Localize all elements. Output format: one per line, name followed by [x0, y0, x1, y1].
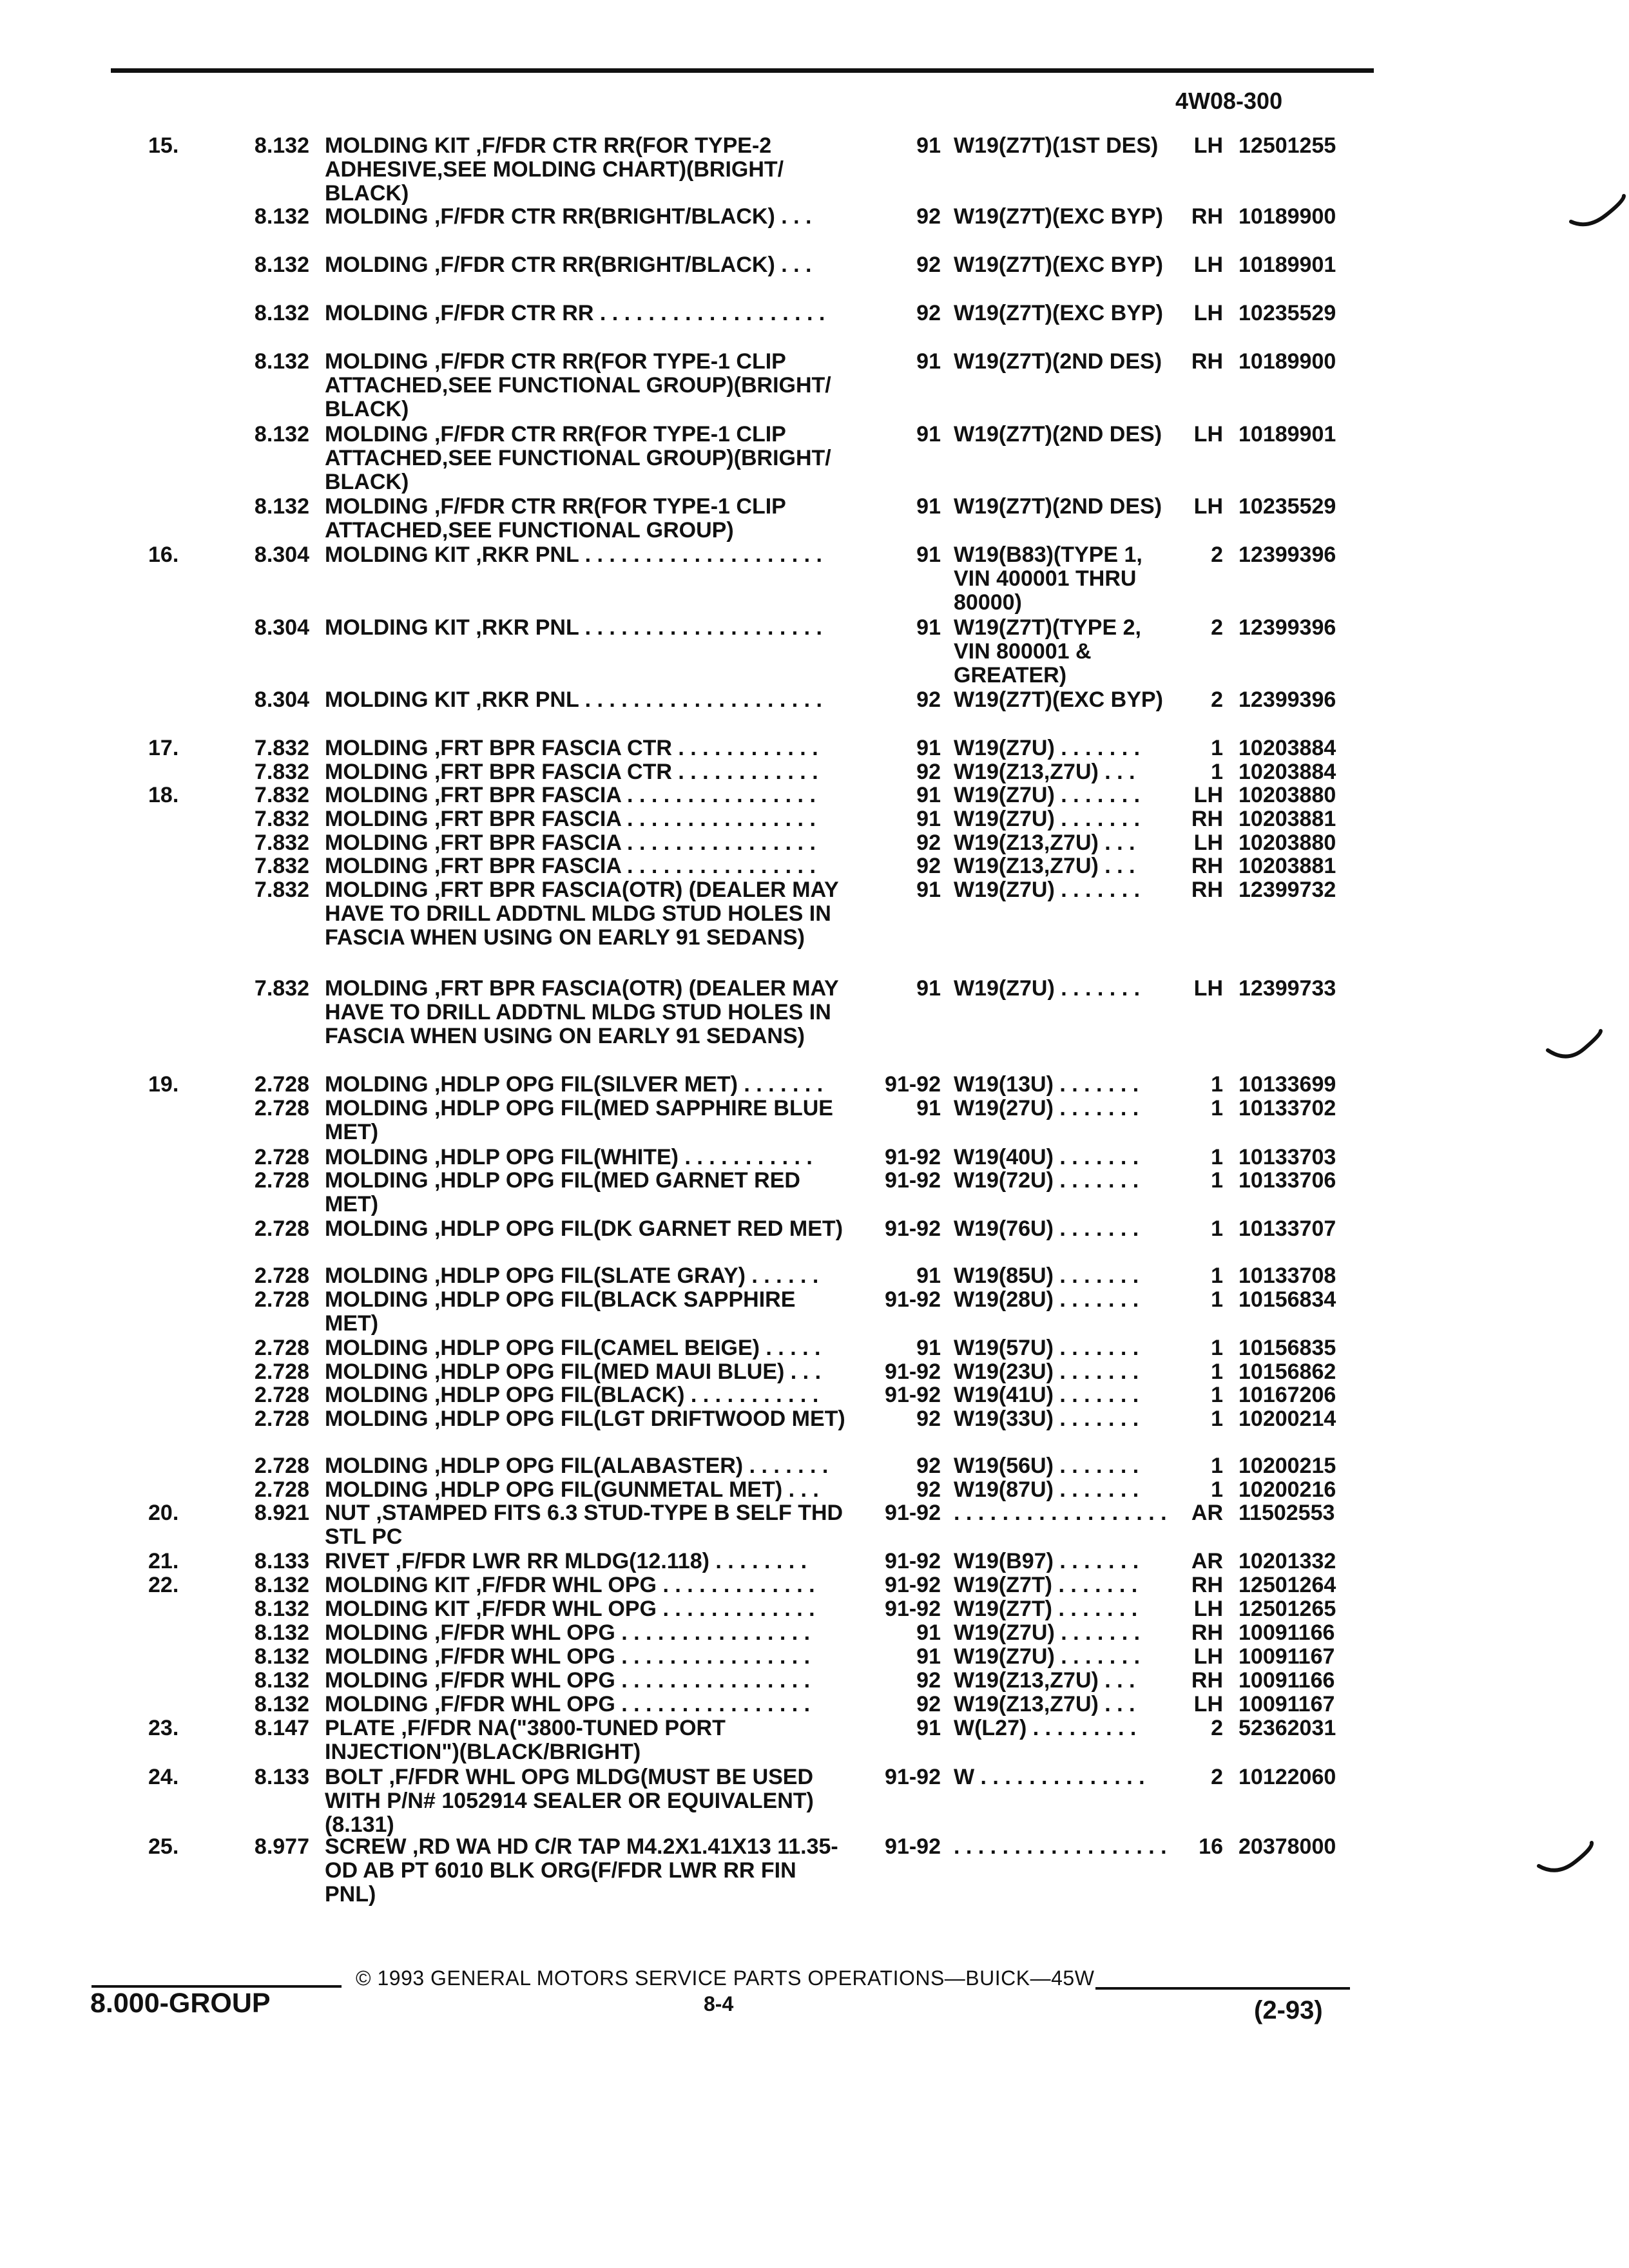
model-year: 91	[916, 494, 941, 519]
group-number: 8.133	[254, 1549, 309, 1573]
model-year: 91	[916, 878, 941, 902]
part-number: 12399396	[1239, 543, 1336, 567]
group-number: 8.132	[254, 422, 309, 447]
group-number: 7.832	[254, 736, 309, 760]
part-description: SCREW ,RD WA HD C/R TAP M4.2X1.41X13 11.35-OD AB PT 6010 BLK ORG(F/FDR LWR RR FIN PNL)	[325, 1834, 838, 1907]
part-number: 12501264	[1239, 1573, 1336, 1597]
part-description: MOLDING ,FRT BPR FASCIA CTR . . . . . . . . . . . .	[325, 736, 818, 760]
model-year: 91-92	[885, 1287, 941, 1312]
part-number: 10091167	[1239, 1692, 1335, 1716]
group-number: 7.832	[254, 783, 309, 807]
option-codes: W19(33U) . . . . . . .	[954, 1407, 1139, 1431]
model-year: 92	[916, 253, 941, 277]
part-description: MOLDING KIT ,F/FDR CTR RR(FOR TYPE-2 ADHESIVE,SEE MOLDING CHART)(BRIGHT/ BLACK)	[325, 133, 784, 206]
model-year: 91	[916, 1336, 941, 1360]
part-description: MOLDING ,F/FDR CTR RR(FOR TYPE-1 CLIP ATTACHED,SEE FUNCTIONAL GROUP)	[325, 494, 786, 543]
group-number: 8.132	[254, 349, 309, 374]
model-year: 92	[916, 854, 941, 878]
part-description: MOLDING ,HDLP OPG FIL(MED SAPPHIRE BLUE MET)	[325, 1096, 833, 1144]
item-number: 24.	[148, 1765, 179, 1789]
part-number: 10091166	[1239, 1620, 1335, 1645]
quantity: 1	[1211, 1096, 1223, 1120]
part-description: MOLDING ,HDLP OPG FIL(SLATE GRAY) . . . . . .	[325, 1264, 819, 1288]
part-description: MOLDING KIT ,RKR PNL . . . . . . . . . . . . . . . . . . . .	[325, 543, 822, 567]
part-number: 10133706	[1239, 1168, 1336, 1193]
group-number: 2.728	[254, 1454, 309, 1478]
group-number: 2.728	[254, 1072, 309, 1097]
option-codes: W19(Z7T)(EXC BYP)	[954, 687, 1163, 712]
option-codes: W19(85U) . . . . . . .	[954, 1264, 1139, 1288]
footer-date: (2-93)	[1254, 1996, 1323, 2024]
group-number: 7.832	[254, 878, 309, 902]
quantity: RH	[1191, 807, 1223, 831]
model-year: 91	[916, 133, 941, 158]
top-rule	[111, 68, 1374, 73]
quantity: 1	[1211, 1145, 1223, 1169]
model-year: 91-92	[885, 1383, 941, 1407]
part-description: MOLDING KIT ,RKR PNL . . . . . . . . . . . . . . . . . . . .	[325, 687, 822, 712]
group-number: 8.132	[254, 1620, 309, 1645]
model-year: 92	[916, 1692, 941, 1716]
part-description: MOLDING ,FRT BPR FASCIA(OTR) (DEALER MAY HAVE TO DRILL ADDTNL MLDG STUD HOLES IN FASCIA WHEN USING ON EARLY 91 SEDANS)	[325, 976, 839, 1048]
part-number: 12399396	[1239, 615, 1336, 640]
part-description: MOLDING ,F/FDR CTR RR(FOR TYPE-1 CLIP ATTACHED,SEE FUNCTIONAL GROUP)(BRIGHT/ BLACK)	[325, 422, 831, 494]
group-number: 8.132	[254, 1644, 309, 1669]
quantity: LH	[1193, 301, 1223, 325]
model-year: 92	[916, 1454, 941, 1478]
part-description: MOLDING ,F/FDR CTR RR(FOR TYPE-1 CLIP ATTACHED,SEE FUNCTIONAL GROUP)(BRIGHT/ BLACK)	[325, 349, 831, 421]
part-number: 12501265	[1239, 1597, 1336, 1621]
model-year: 91	[916, 543, 941, 567]
group-number: 8.132	[254, 1597, 309, 1621]
margin-check-mark-icon	[1536, 1840, 1594, 1879]
group-number: 7.832	[254, 807, 309, 831]
option-codes: W19(Z7T)(TYPE 2, VIN 800001 & GREATER)	[954, 615, 1141, 687]
part-description: MOLDING ,FRT BPR FASCIA(OTR) (DEALER MAY HAVE TO DRILL ADDTNL MLDG STUD HOLES IN FASCIA WHEN USING ON EARLY 91 SEDANS)	[325, 878, 839, 950]
quantity: 1	[1211, 1072, 1223, 1097]
group-number: 8.132	[254, 133, 309, 158]
part-description: MOLDING ,HDLP OPG FIL(DK GARNET RED MET)	[325, 1216, 843, 1241]
group-number: 8.304	[254, 543, 309, 567]
option-codes: W19(72U) . . . . . . .	[954, 1168, 1139, 1193]
quantity: RH	[1191, 878, 1223, 902]
model-year: 92	[916, 831, 941, 855]
part-description: MOLDING ,F/FDR WHL OPG . . . . . . . . . . . . . . . .	[325, 1692, 811, 1716]
model-year: 91-92	[885, 1834, 941, 1859]
quantity: 1	[1211, 1264, 1223, 1288]
part-number: 10091166	[1239, 1668, 1335, 1693]
model-year: 92	[916, 760, 941, 784]
quantity: LH	[1193, 133, 1223, 158]
part-number: 10200215	[1239, 1454, 1336, 1478]
group-number: 2.728	[254, 1360, 309, 1384]
part-number: 12399732	[1239, 878, 1336, 902]
quantity: 1	[1211, 760, 1223, 784]
quantity: AR	[1191, 1549, 1223, 1573]
option-codes: W19(Z7U) . . . . . . .	[954, 1620, 1141, 1645]
option-codes: W19(Z7T)(EXC BYP)	[954, 204, 1163, 229]
option-codes: W . . . . . . . . . . . . . .	[954, 1765, 1145, 1789]
quantity: 1	[1211, 1287, 1223, 1312]
part-description: MOLDING ,HDLP OPG FIL(ALABASTER) . . . . . . .	[325, 1454, 829, 1478]
group-number: 2.728	[254, 1407, 309, 1431]
part-description: MOLDING KIT ,F/FDR WHL OPG . . . . . . . . . . . . .	[325, 1597, 815, 1621]
part-number: 52362031	[1239, 1716, 1336, 1740]
group-number: 8.132	[254, 1668, 309, 1693]
quantity: 2	[1211, 615, 1223, 640]
quantity: 2	[1211, 1716, 1223, 1740]
group-number: 8.133	[254, 1765, 309, 1789]
quantity: RH	[1191, 1668, 1223, 1693]
page-code: 4W08-300	[1175, 88, 1283, 114]
part-number: 10133703	[1239, 1145, 1336, 1169]
part-number: 10201332	[1239, 1549, 1336, 1573]
model-year: 91	[916, 1264, 941, 1288]
part-description: MOLDING ,FRT BPR FASCIA . . . . . . . . . . . . . . . .	[325, 807, 816, 831]
option-codes: W19(Z7U) . . . . . . .	[954, 878, 1141, 902]
part-description: MOLDING ,FRT BPR FASCIA . . . . . . . . . . . . . . . .	[325, 831, 816, 855]
part-description: MOLDING ,FRT BPR FASCIA . . . . . . . . . . . . . . . .	[325, 783, 816, 807]
quantity: 2	[1211, 543, 1223, 567]
model-year: 92	[916, 687, 941, 712]
quantity: LH	[1193, 253, 1223, 277]
part-number: 10156834	[1239, 1287, 1336, 1312]
option-codes: W19(Z7U) . . . . . . .	[954, 1644, 1141, 1669]
model-year: 91	[916, 976, 941, 1001]
part-description: MOLDING ,FRT BPR FASCIA CTR . . . . . . . . . . . .	[325, 760, 818, 784]
part-number: 10200214	[1239, 1407, 1336, 1431]
part-number: 10203880	[1239, 831, 1336, 855]
quantity: 16	[1199, 1834, 1223, 1859]
option-codes: W19(Z7T)(EXC BYP)	[954, 301, 1163, 325]
quantity: RH	[1191, 349, 1223, 374]
option-codes: W19(Z7T)(2ND DES)	[954, 494, 1162, 519]
quantity: LH	[1193, 1644, 1223, 1669]
model-year: 92	[916, 1477, 941, 1502]
group-number: 8.132	[254, 301, 309, 325]
option-codes: W19(28U) . . . . . . .	[954, 1287, 1139, 1312]
group-number: 7.832	[254, 854, 309, 878]
option-codes: W19(41U) . . . . . . .	[954, 1383, 1139, 1407]
quantity: LH	[1193, 831, 1223, 855]
quantity: LH	[1193, 422, 1223, 447]
group-number: 2.728	[254, 1096, 309, 1120]
group-number: 8.921	[254, 1501, 309, 1525]
option-codes: W19(Z13,Z7U) . . .	[954, 1668, 1135, 1693]
quantity: LH	[1193, 1597, 1223, 1621]
model-year: 92	[916, 1407, 941, 1431]
margin-check-mark-icon	[1545, 1027, 1603, 1066]
group-number: 8.132	[254, 1573, 309, 1597]
option-codes: W19(76U) . . . . . . .	[954, 1216, 1139, 1241]
model-year: 91-92	[885, 1549, 941, 1573]
part-number: 10203880	[1239, 783, 1336, 807]
item-number: 15.	[148, 133, 179, 158]
option-codes: W19(Z13,Z7U) . . .	[954, 854, 1135, 878]
model-year: 91	[916, 349, 941, 374]
model-year: 91-92	[885, 1145, 941, 1169]
option-codes: W19(13U) . . . . . . .	[954, 1072, 1139, 1097]
option-codes: W19(27U) . . . . . . .	[954, 1096, 1139, 1120]
part-description: MOLDING ,F/FDR WHL OPG . . . . . . . . . . . . . . . .	[325, 1620, 811, 1645]
model-year: 92	[916, 301, 941, 325]
group-number: 7.832	[254, 831, 309, 855]
group-number: 8.132	[254, 204, 309, 229]
option-codes: W19(Z7T) . . . . . . .	[954, 1597, 1138, 1621]
option-codes: W19(56U) . . . . . . .	[954, 1454, 1139, 1478]
part-description: MOLDING ,HDLP OPG FIL(LGT DRIFTWOOD MET)	[325, 1407, 845, 1431]
quantity: 1	[1211, 1407, 1223, 1431]
quantity: 2	[1211, 687, 1223, 712]
quantity: 1	[1211, 1477, 1223, 1502]
part-description: MOLDING ,F/FDR CTR RR(BRIGHT/BLACK) . . .	[325, 204, 812, 229]
option-codes: W19(Z7U) . . . . . . .	[954, 783, 1141, 807]
model-year: 91-92	[885, 1597, 941, 1621]
option-codes: W19(Z13,Z7U) . . .	[954, 1692, 1135, 1716]
option-codes: W19(40U) . . . . . . .	[954, 1145, 1139, 1169]
quantity: 1	[1211, 1336, 1223, 1360]
group-number: 2.728	[254, 1145, 309, 1169]
group-number: 8.304	[254, 687, 309, 712]
part-description: MOLDING ,HDLP OPG FIL(GUNMETAL MET) . . .	[325, 1477, 819, 1502]
quantity: 1	[1211, 1454, 1223, 1478]
part-description: MOLDING ,FRT BPR FASCIA . . . . . . . . . . . . . . . .	[325, 854, 816, 878]
quantity: RH	[1191, 204, 1223, 229]
part-description: MOLDING ,HDLP OPG FIL(MED MAUI BLUE) . . .	[325, 1360, 822, 1384]
option-codes: W19(23U) . . . . . . .	[954, 1360, 1139, 1384]
group-number: 2.728	[254, 1336, 309, 1360]
model-year: 91	[916, 736, 941, 760]
option-codes: W19(Z13,Z7U) . . .	[954, 831, 1135, 855]
group-number: 8.977	[254, 1834, 309, 1859]
model-year: 91-92	[885, 1573, 941, 1597]
part-number: 10156835	[1239, 1336, 1336, 1360]
part-description: MOLDING ,F/FDR CTR RR(BRIGHT/BLACK) . . .	[325, 253, 812, 277]
part-number: 12501255	[1239, 133, 1336, 158]
part-description: MOLDING ,HDLP OPG FIL(MED GARNET RED MET)	[325, 1168, 800, 1216]
part-number: 10133708	[1239, 1264, 1336, 1288]
option-codes: W19(B97) . . . . . . .	[954, 1549, 1139, 1573]
group-number: 2.728	[254, 1168, 309, 1193]
model-year: 91-92	[885, 1072, 941, 1097]
option-codes: W19(87U) . . . . . . .	[954, 1477, 1139, 1502]
model-year: 91-92	[885, 1501, 941, 1525]
item-number: 21.	[148, 1549, 179, 1573]
quantity: AR	[1191, 1501, 1223, 1525]
part-number: 10235529	[1239, 301, 1336, 325]
option-codes: . . . . . . . . . . . . . . . . . .	[954, 1834, 1167, 1859]
option-codes: W19(Z13,Z7U) . . .	[954, 760, 1135, 784]
option-codes: W19(Z7U) . . . . . . .	[954, 736, 1141, 760]
quantity: LH	[1193, 1692, 1223, 1716]
group-number: 8.132	[254, 1692, 309, 1716]
part-number: 10200216	[1239, 1477, 1336, 1502]
footer-group: 8.000-GROUP	[90, 1988, 271, 2019]
option-codes: W19(57U) . . . . . . .	[954, 1336, 1139, 1360]
item-number: 20.	[148, 1501, 179, 1525]
quantity: 2	[1211, 1765, 1223, 1789]
item-number: 22.	[148, 1573, 179, 1597]
option-codes: W19(Z7T)(1ST DES)	[954, 133, 1159, 158]
model-year: 91	[916, 1620, 941, 1645]
quantity: RH	[1191, 854, 1223, 878]
model-year: 92	[916, 1668, 941, 1693]
quantity: LH	[1193, 494, 1223, 519]
item-number: 19.	[148, 1072, 179, 1097]
part-description: MOLDING KIT ,F/FDR WHL OPG . . . . . . . . . . . . .	[325, 1573, 815, 1597]
quantity: 1	[1211, 1383, 1223, 1407]
option-codes: W19(Z7T)(2ND DES)	[954, 422, 1162, 447]
group-number: 2.728	[254, 1287, 309, 1312]
group-number: 2.728	[254, 1383, 309, 1407]
margin-check-mark-icon	[1568, 193, 1626, 232]
part-description: MOLDING KIT ,RKR PNL . . . . . . . . . . . . . . . . . . . .	[325, 615, 822, 640]
quantity: 1	[1211, 736, 1223, 760]
option-codes: W19(Z7T)(2ND DES)	[954, 349, 1162, 374]
part-number: 12399733	[1239, 976, 1336, 1001]
model-year: 91-92	[885, 1216, 941, 1241]
part-number: 10203884	[1239, 736, 1336, 760]
model-year: 92	[916, 204, 941, 229]
part-number: 10189900	[1239, 204, 1336, 229]
item-number: 18.	[148, 783, 179, 807]
item-number: 23.	[148, 1716, 179, 1740]
part-description: MOLDING ,HDLP OPG FIL(BLACK) . . . . . . . . . . .	[325, 1383, 819, 1407]
model-year: 91	[916, 1644, 941, 1669]
part-number: 10167206	[1239, 1383, 1336, 1407]
quantity: RH	[1191, 1573, 1223, 1597]
footer-copyright: © 1993 GENERAL MOTORS SERVICE PARTS OPERATIONS—BUICK—45W	[356, 1966, 1095, 1990]
option-codes: . . . . . . . . . . . . . . . . . .	[954, 1501, 1167, 1525]
option-codes: W19(Z7T)(EXC BYP)	[954, 253, 1163, 277]
part-number: 10156862	[1239, 1360, 1336, 1384]
item-number: 16.	[148, 543, 179, 567]
group-number: 8.132	[254, 494, 309, 519]
part-description: MOLDING ,HDLP OPG FIL(WHITE) . . . . . . . . . . .	[325, 1145, 813, 1169]
part-number: 10235529	[1239, 494, 1336, 519]
part-description: NUT ,STAMPED FITS 6.3 STUD-TYPE B SELF THD STL PC	[325, 1501, 843, 1549]
part-description: MOLDING ,HDLP OPG FIL(SILVER MET) . . . . . . .	[325, 1072, 824, 1097]
part-number: 10203884	[1239, 760, 1336, 784]
item-number: 25.	[148, 1834, 179, 1859]
model-year: 91	[916, 422, 941, 447]
footer-page-number: 8-4	[704, 1992, 734, 2015]
option-codes: W19(B83)(TYPE 1, VIN 400001 THRU 80000)	[954, 543, 1142, 615]
part-description: RIVET ,F/FDR LWR RR MLDG(12.118) . . . . . . . .	[325, 1549, 807, 1573]
part-number: 10189901	[1239, 422, 1336, 447]
part-number: 12399396	[1239, 687, 1336, 712]
option-codes: W19(Z7T) . . . . . . .	[954, 1573, 1138, 1597]
model-year: 91	[916, 807, 941, 831]
part-description: MOLDING ,HDLP OPG FIL(BLACK SAPPHIRE MET)	[325, 1287, 796, 1336]
part-number: 11502553	[1239, 1501, 1335, 1525]
model-year: 91-92	[885, 1168, 941, 1193]
quantity: 1	[1211, 1168, 1223, 1193]
group-number: 8.132	[254, 253, 309, 277]
group-number: 2.728	[254, 1477, 309, 1502]
part-number: 10189901	[1239, 253, 1336, 277]
model-year: 91-92	[885, 1765, 941, 1789]
part-number: 10091167	[1239, 1644, 1335, 1669]
model-year: 91	[916, 615, 941, 640]
part-description: PLATE ,F/FDR NA("3800-TUNED PORT INJECTION")(BLACK/BRIGHT)	[325, 1716, 726, 1764]
group-number: 2.728	[254, 1216, 309, 1241]
option-codes: W(L27) . . . . . . . . .	[954, 1716, 1137, 1740]
option-codes: W19(Z7U) . . . . . . .	[954, 807, 1141, 831]
model-year: 91	[916, 783, 941, 807]
quantity: RH	[1191, 1620, 1223, 1645]
part-description: MOLDING ,F/FDR WHL OPG . . . . . . . . . . . . . . . .	[325, 1644, 811, 1669]
part-description: BOLT ,F/FDR WHL OPG MLDG(MUST BE USED WITH P/N# 1052914 SEALER OR EQUIVALENT)(8.131)	[325, 1765, 814, 1837]
footer-rule-right	[1095, 1987, 1350, 1990]
group-number: 7.832	[254, 976, 309, 1001]
item-number: 17.	[148, 736, 179, 760]
part-number: 10203881	[1239, 854, 1336, 878]
quantity: 1	[1211, 1360, 1223, 1384]
model-year: 91	[916, 1096, 941, 1120]
group-number: 2.728	[254, 1264, 309, 1288]
part-number: 10189900	[1239, 349, 1336, 374]
part-number: 20378000	[1239, 1834, 1336, 1859]
part-description: MOLDING ,F/FDR WHL OPG . . . . . . . . . . . . . . . .	[325, 1668, 811, 1693]
part-description: MOLDING ,HDLP OPG FIL(CAMEL BEIGE) . . . . .	[325, 1336, 821, 1360]
part-number: 10133702	[1239, 1096, 1336, 1120]
model-year: 91-92	[885, 1360, 941, 1384]
part-number: 10133699	[1239, 1072, 1336, 1097]
quantity: 1	[1211, 1216, 1223, 1241]
quantity: LH	[1193, 976, 1223, 1001]
group-number: 8.304	[254, 615, 309, 640]
part-description: MOLDING ,F/FDR CTR RR . . . . . . . . . . . . . . . . . . .	[325, 301, 825, 325]
quantity: LH	[1193, 783, 1223, 807]
part-number: 10133707	[1239, 1216, 1336, 1241]
part-number: 10203881	[1239, 807, 1336, 831]
part-number: 10122060	[1239, 1765, 1336, 1789]
model-year: 91	[916, 1716, 941, 1740]
group-number: 7.832	[254, 760, 309, 784]
group-number: 8.147	[254, 1716, 309, 1740]
option-codes: W19(Z7U) . . . . . . .	[954, 976, 1141, 1001]
